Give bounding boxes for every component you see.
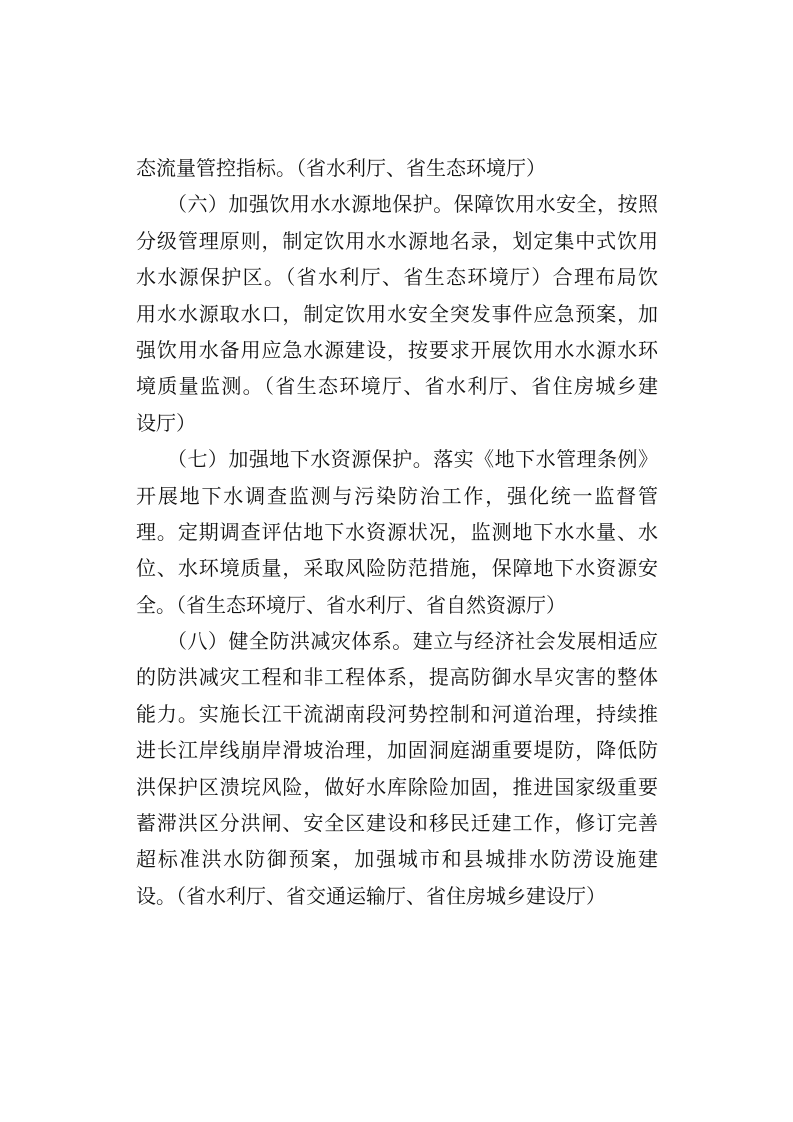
text-line: 设厅） [136,410,196,435]
text-line: 设。（省水利厅、省交通运输厅、省住房城乡建设厅） [136,883,606,908]
text-line: 全。（省生态环境厅、省水利厅、省自然资源厅） [136,592,566,617]
text-line: 强饮用水备用应急水源建设，按要求开展饮用水水源水环 [136,337,658,362]
text-line: 能力。实施长江干流湖南段河势控制和河道治理，持续推 [136,701,658,726]
text-line: 境质量监测。（省生态环境厅、省水利厅、省住房城乡建 [136,374,658,399]
text-line: 进长江岸线崩岸滑坡治理，加固洞庭湖重要堤防，降低防 [136,738,658,763]
text-line: 分级管理原则，制定饮用水水源地名录，划定集中式饮用 [136,228,658,253]
text-line: 位、水环境质量，采取风险防范措施，保障地下水资源安 [136,556,658,581]
text-line: 蓄滞洪区分洪闸、安全区建设和移民迁建工作，修订完善 [136,811,658,836]
text-line: （七）加强地下水资源保护。落实《地下水管理条例》 [136,447,658,472]
text-line: 洪保护区溃垸风险，做好水库除险加固，推进国家级重要 [136,774,658,799]
text-line: （八）健全防洪减灾体系。建立与经济社会发展相适应 [136,629,658,654]
document-body [136,150,658,914]
text-line: 超标准洪水防御预案，加强城市和县城排水防涝设施建 [136,847,658,872]
text-line: 水水源保护区。（省水利厅、省生态环境厅）合理布局饮 [136,265,658,290]
text-line: 开展地下水调查监测与污染防治工作，强化统一监督管 [136,483,658,508]
text-line: 理。定期调查评估地下水资源状况，监测地下水水量、水 [136,519,658,544]
text-line: 的防洪减灾工程和非工程体系，提高防御水旱灾害的整体 [136,665,658,690]
text-line: 态流量管控指标。（省水利厅、省生态环境厅） [136,156,546,180]
text-line: 用水水源取水口，制定饮用水安全突发事件应急预案，加 [136,301,658,326]
text-line: （六）加强饮用水水源地保护。保障饮用水安全，按照 [136,192,658,217]
